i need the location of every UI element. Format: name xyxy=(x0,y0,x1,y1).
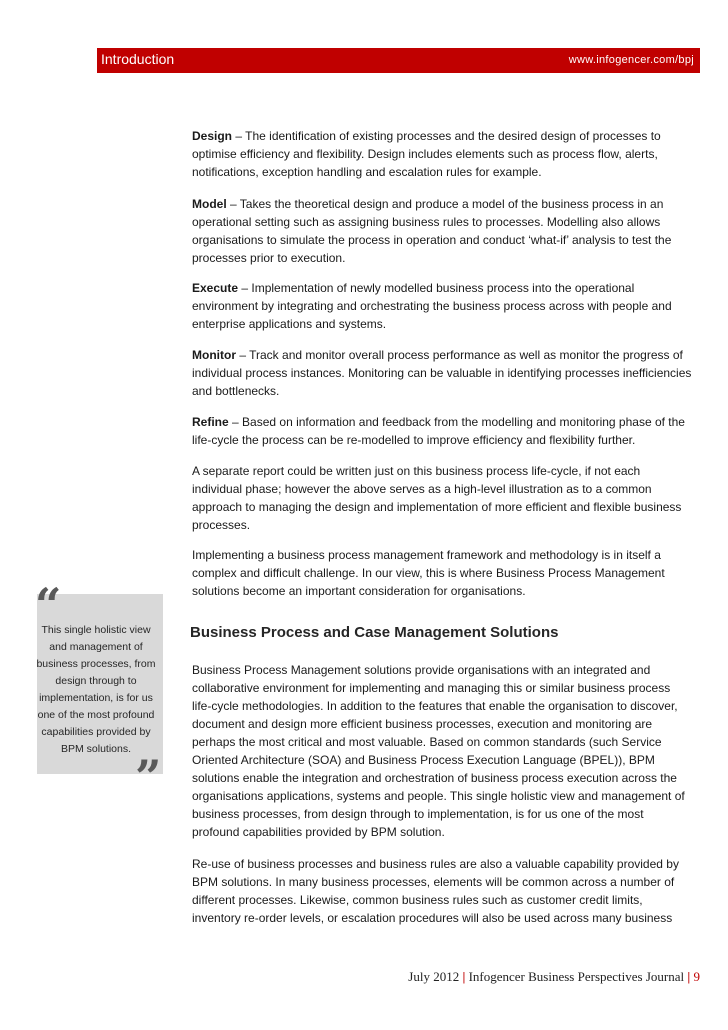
phase-refine xyxy=(192,413,692,449)
footer-publication: Infogencer Business Perspectives Journal xyxy=(468,969,685,984)
paragraph-reuse xyxy=(192,855,692,927)
page-number: 9 xyxy=(693,969,700,984)
paragraph-separate-report xyxy=(192,462,692,534)
pullquote xyxy=(35,578,163,804)
paragraph-text: Re-use of business processes and business rules are also a valuable capability provided by BPM solutions. In many business processes, elements will be common across a number of different processes. Likewise, common business rules such as customer credit limits, inventory re-order levels, or escalation procedures will also be used across many business xyxy=(192,857,679,925)
phase-term: Design xyxy=(192,129,233,143)
footer-date: July 2012 xyxy=(408,969,460,984)
paragraph-bpm-solutions xyxy=(192,661,692,841)
phase-text: – The identification of existing processes and the desired design of processes to optimise efficiency and flexibility. Design includes elements such as process flow, alerts, notifications, exception handling and escalation rules for example. xyxy=(192,129,661,179)
phase-text: – Takes the theoretical design and produce a model of the business process in an operational setting such as assigning business rules to processes. Modelling also allows organisations to simulate the process in operation and conduct ‘what-if’ analysis to test the processes prior to execution. xyxy=(192,197,672,265)
paragraph-implementing xyxy=(192,546,692,600)
phase-term: Execute xyxy=(192,281,239,295)
phase-monitor xyxy=(192,346,692,400)
phase-model xyxy=(192,195,692,267)
footer-separator: | xyxy=(462,969,466,984)
phase-term: Model xyxy=(192,197,227,211)
page-header xyxy=(97,48,700,73)
phase-text: – Track and monitor overall process performance as well as monitor the progress of individual process instances. Monitoring can be valuable in identifying processes inefficiencies and bottlenecks. xyxy=(192,348,692,398)
footer-separator: | xyxy=(687,969,691,984)
header-title: Introduction xyxy=(101,51,175,67)
paragraph-text: Business Process Management solutions provide organisations with an integrated and collaborative environment for implementing and managing this or similar business process life-cycle methodologies. In addition to the features that enable the organisation to discover, document and design more efficient business processes, execution and monitoring are perhaps the most critical and most valuable. Based on common standards (such Service Oriented Architecture (SOA) and Business Process Execution Language (BPEL)), BPM solutions enable the integration and orchestration of business process execution across the organisations applications, systems and people. This single holistic view and management of business processes, from design through to implementation, is for us one of the most profound capabilities provided by BPM solution. xyxy=(192,663,685,839)
page-footer xyxy=(408,969,700,985)
paragraph-text: Implementing a business process management framework and methodology is in itself a complex and difficult challenge. In our view, this is where Business Process Management solutions become an important consideration for organisations. xyxy=(192,548,665,598)
header-url[interactable]: www.infogencer.com/bpj xyxy=(568,54,694,66)
close-quote-icon: ” xyxy=(135,750,162,804)
phase-text: – Implementation of newly modelled business process into the operational environment by integrating and orchestrating the business process across with people and enterprise applications and systems. xyxy=(192,281,672,331)
phase-term: Refine xyxy=(192,415,229,429)
paragraph-text: A separate report could be written just on this business process life-cycle, if not each individual phase; however the above serves as a high-level illustration as to a common approach to managing the design and implementation of more efficient and flexible business processes. xyxy=(192,464,682,532)
pullquote-text: This single holistic view and management of business processes, from design through to implementation, is for us one of the most profound capabilities provided by BPM solutions. xyxy=(36,624,156,755)
phase-execute xyxy=(192,279,692,333)
open-quote-icon: “ xyxy=(35,578,62,632)
phase-text: – Based on information and feedback from the modelling and monitoring phase of the life-cycle the process can be re-modelled to improve efficiency and flexibility further. xyxy=(192,415,685,447)
phase-term: Monitor xyxy=(192,348,236,362)
section-heading: Business Process and Case Management Solutions xyxy=(190,624,559,641)
phase-design xyxy=(192,127,692,181)
